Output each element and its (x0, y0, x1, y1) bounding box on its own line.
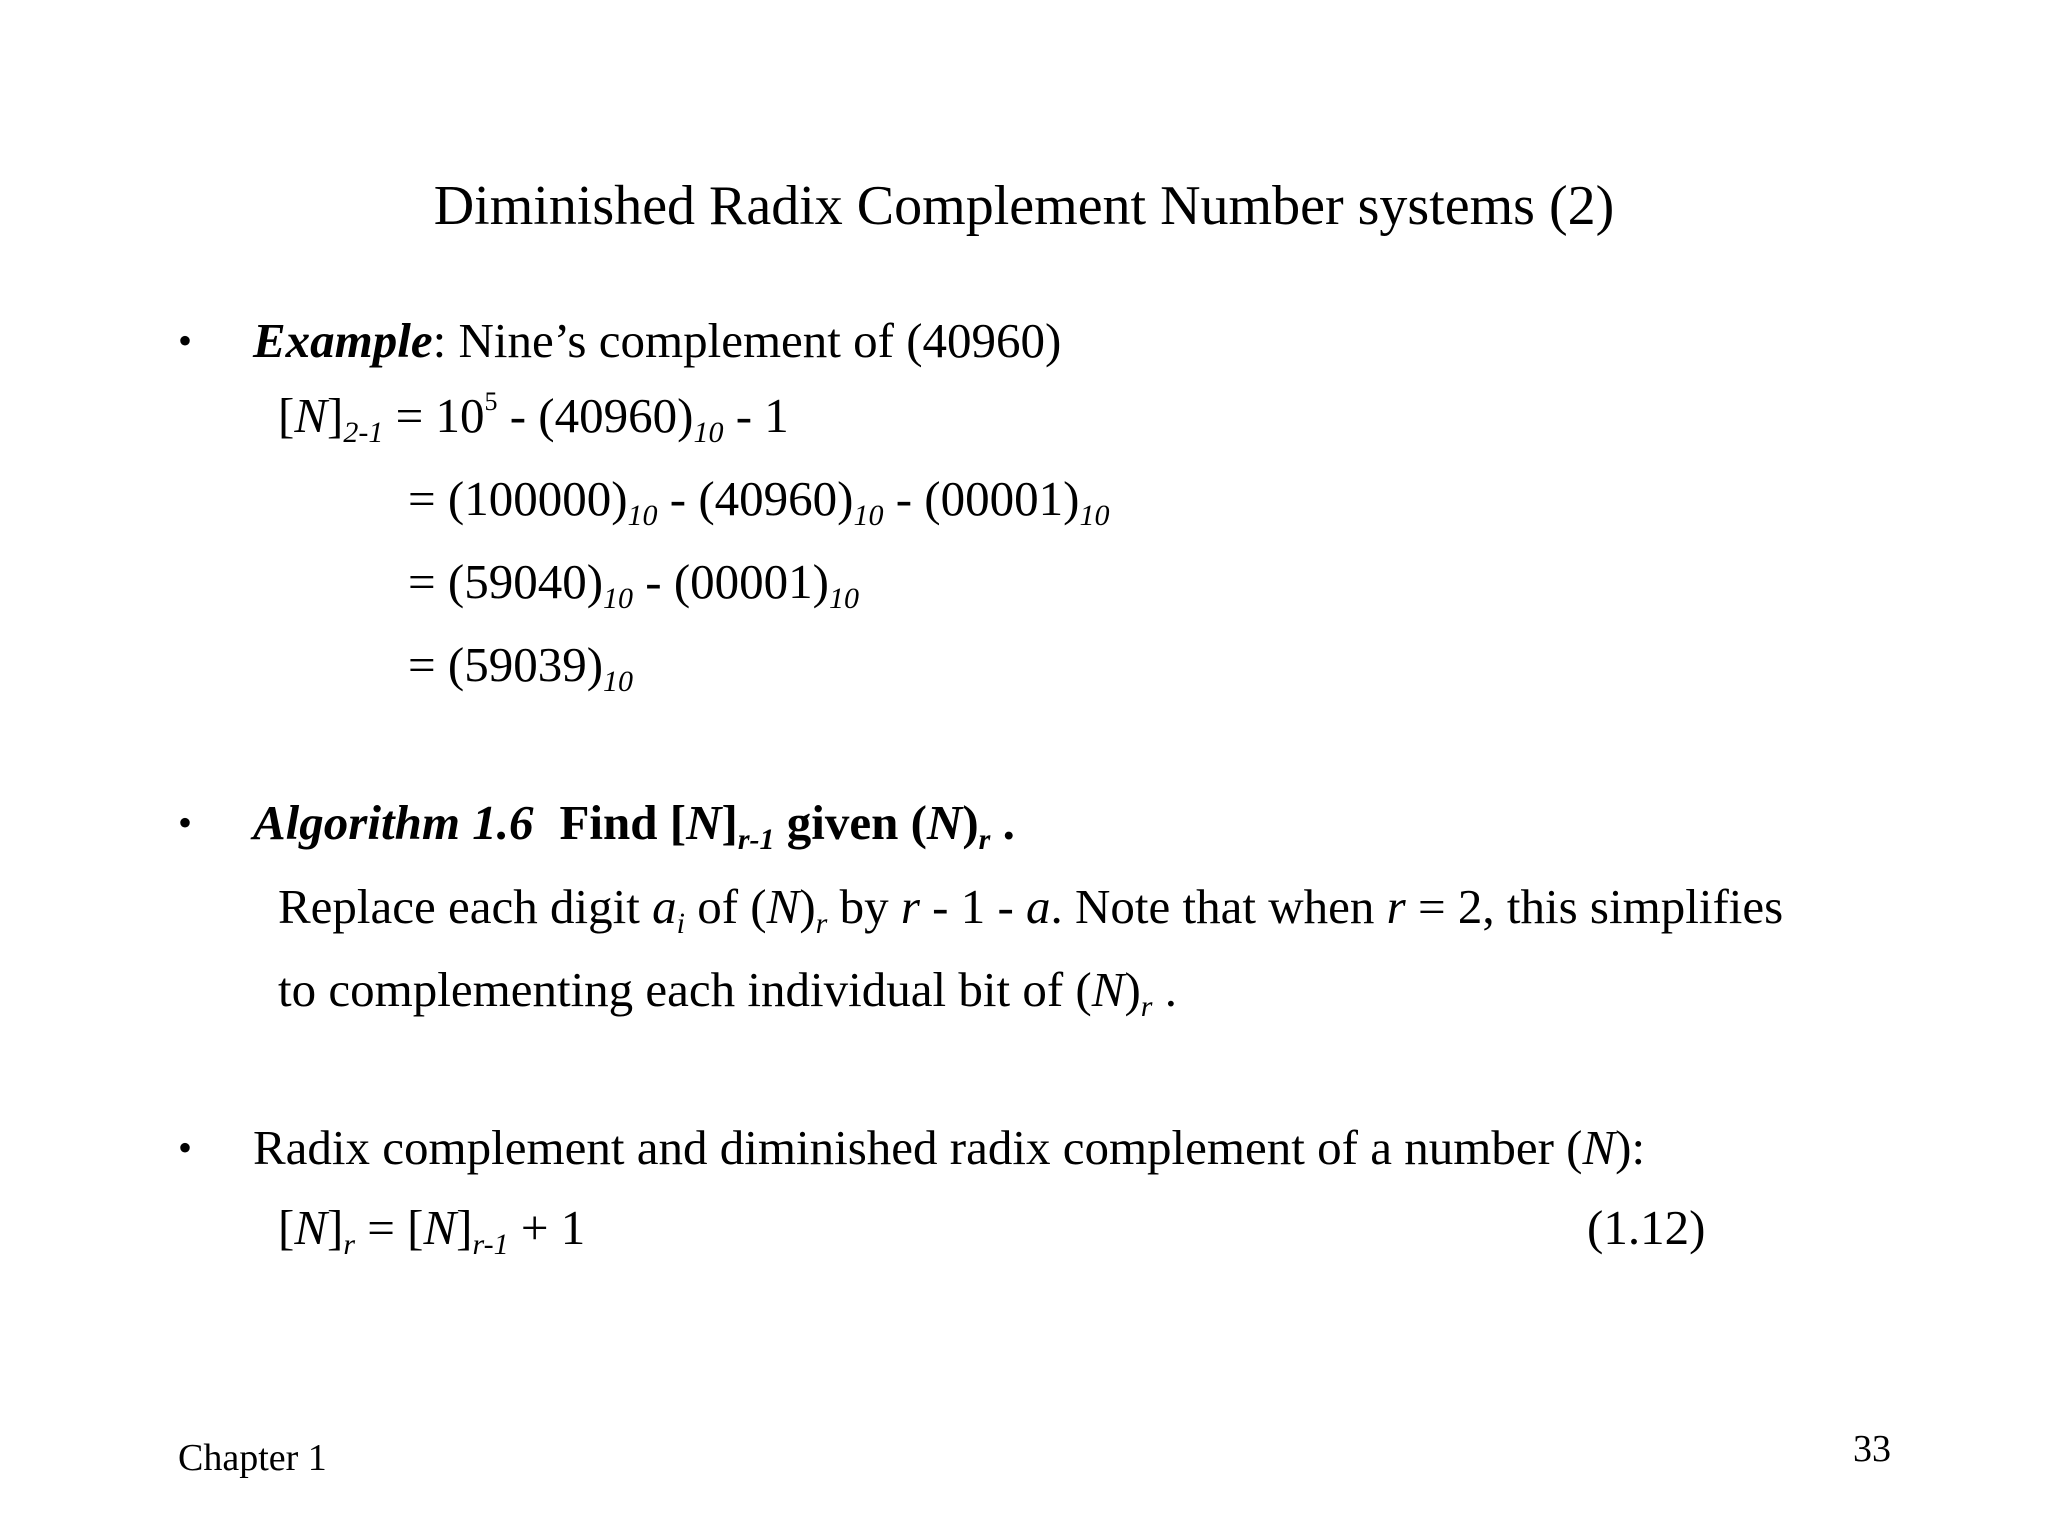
period: . (1152, 962, 1177, 1017)
bracket-close: ] (327, 388, 344, 443)
variable-n: N (926, 795, 963, 850)
subscript-r: r (815, 907, 828, 940)
variable-a: a (1026, 879, 1051, 934)
paren-close: ) (962, 795, 979, 850)
footer-chapter: Chapter 1 (178, 1437, 327, 1479)
exponent-5: 5 (484, 387, 498, 416)
subscript-r-1: r-1 (472, 1228, 509, 1261)
equals-bracket: = [ (355, 1200, 424, 1255)
bullet-algorithm: • (178, 800, 193, 845)
example-equation-line-3 (408, 550, 859, 614)
example-equation-line-2 (408, 467, 1109, 531)
algorithm-description-line-1 (278, 875, 1783, 939)
variable-a: a (652, 879, 677, 934)
algorithm-heading (253, 791, 1015, 855)
desc-text: to complementing each individual bit of ( (278, 962, 1092, 1017)
term-100000: = (100000) (408, 471, 628, 526)
equals-ten: = 10 (383, 388, 485, 443)
subscript-10: 10 (853, 499, 884, 532)
radix-statement (253, 1116, 1645, 1180)
term-00001: - (00001) (633, 554, 829, 609)
variable-n: N (423, 1200, 457, 1255)
paren-close: ): (1615, 1120, 1646, 1175)
subscript-i: i (676, 907, 685, 940)
bullet-radix: • (178, 1125, 193, 1170)
plus-one: + 1 (508, 1200, 586, 1255)
variable-n: N (294, 388, 328, 443)
subscript-10: 10 (603, 582, 634, 615)
desc-text: . Note that when (1050, 879, 1387, 934)
subscript-2-1: 2-1 (343, 416, 384, 449)
variable-r: r (1386, 879, 1406, 934)
example-label: Example (253, 313, 433, 368)
example-text: : Nine’s complement of (40960) (432, 313, 1062, 368)
minus-one: - 1 (723, 388, 789, 443)
bracket-close: ] (456, 1200, 473, 1255)
subscript-r: r (343, 1228, 356, 1261)
bracket-close: ] (721, 795, 738, 850)
desc-text: Replace each digit (278, 879, 653, 934)
algorithm-label: Algorithm 1.6 (253, 795, 534, 850)
variable-n: N (1091, 962, 1125, 1017)
desc-text: - 1 - (919, 879, 1027, 934)
bracket-open: [ (278, 1200, 295, 1255)
desc-text: of ( (684, 879, 767, 934)
slide-title: Diminished Radix Complement Number systems (2) (433, 175, 1615, 237)
subscript-r: r (978, 823, 991, 856)
radix-formula (278, 1196, 585, 1260)
variable-n: N (294, 1200, 328, 1255)
example-equation-line-1 (278, 384, 789, 448)
desc-text: by (827, 879, 901, 934)
term-40960: - (40960) (657, 471, 854, 526)
page-number: 33 (1853, 1428, 1891, 1470)
bracket-close: ] (327, 1200, 344, 1255)
variable-n: N (766, 879, 800, 934)
radix-text: Radix complement and diminished radix complement of a number ( (253, 1120, 1583, 1175)
subscript-r: r (1140, 990, 1153, 1023)
term-00001: - (00001) (883, 471, 1080, 526)
subscript-10: 10 (828, 582, 859, 615)
subscript-10: 10 (627, 499, 658, 532)
subscript-10: 10 (1079, 499, 1110, 532)
subscript-10: 10 (603, 665, 634, 698)
algorithm-description-line-2 (278, 958, 1177, 1022)
variable-n: N (1582, 1120, 1616, 1175)
paren-close: ) (1124, 962, 1141, 1017)
variable-n: N (686, 795, 722, 850)
example-heading (253, 309, 1061, 373)
paren-close: ) (799, 879, 816, 934)
subscript-10: 10 (693, 416, 724, 449)
desc-text: = 2, this simplifies (1405, 879, 1784, 934)
bullet-example: • (178, 318, 193, 363)
period: . (990, 795, 1015, 850)
term-59039: = (59039) (408, 637, 604, 692)
minus-40960: - (40960) (497, 388, 694, 443)
equation-number: (1.12) (1587, 1200, 1706, 1255)
given-text: given ( (774, 795, 927, 850)
bracket-open: [ (278, 388, 295, 443)
example-equation-line-4 (408, 633, 633, 697)
term-59040: = (59040) (408, 554, 604, 609)
variable-r: r (900, 879, 920, 934)
find-text: Find [ (559, 795, 687, 850)
subscript-r-1: r-1 (737, 823, 775, 856)
